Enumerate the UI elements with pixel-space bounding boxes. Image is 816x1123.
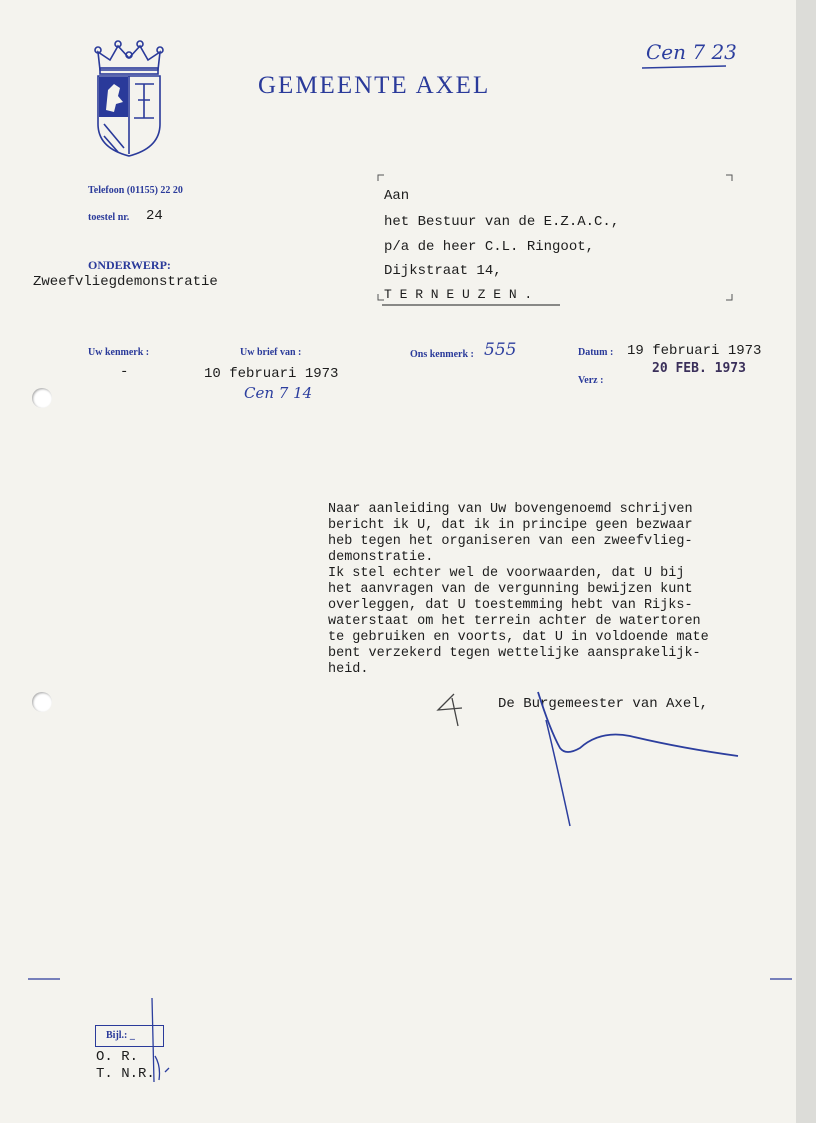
archive-mark-handwritten: Cen 7 23 xyxy=(646,40,737,64)
toestel-label: toestel nr. xyxy=(88,212,130,223)
datum-label: Datum : xyxy=(578,347,614,358)
body-line-7: overleggen, dat U toestemming hebt van Rijks- xyxy=(328,598,693,613)
punch-hole-bottom xyxy=(32,692,52,712)
address-corner-br xyxy=(726,294,733,301)
verz-date-stamp: 20 FEB. 1973 xyxy=(652,361,746,376)
recipient-line-3: p/a de heer C.L. Ringoot, xyxy=(384,239,595,255)
verz-label: Verz : xyxy=(578,375,604,386)
body-line-9: te gebruiken en voorts, dat U in voldoende mate xyxy=(328,630,709,645)
body-line-11: heid. xyxy=(328,662,369,677)
ons-kenmerk-label: Ons kenmerk : xyxy=(410,349,474,360)
recipient-line-2: het Bestuur van de E.Z.A.C., xyxy=(384,214,620,230)
bijl-label: Bijl.: _ xyxy=(106,1030,135,1041)
burgemeester-signature xyxy=(530,690,750,830)
body-line-8: waterstaat om het terrein achter de watertoren xyxy=(328,614,701,629)
recipient-line-4: Dijkstraat 14, xyxy=(384,263,502,279)
body-line-4: demonstratie. xyxy=(328,550,434,565)
fold-mark-right xyxy=(770,977,794,981)
punch-hole-top xyxy=(32,388,52,408)
body-line-5: Ik stel echter wel de voorwaarden, dat U bij xyxy=(328,566,685,581)
address-corner-bl xyxy=(377,294,384,301)
ons-kenmerk-handwritten: 555 xyxy=(484,340,517,360)
onderwerp-value: Zweefvliegdemonstratie xyxy=(33,274,218,290)
municipality-title: GEMEENTE AXEL xyxy=(258,72,491,99)
cc-line-2: T. N.R. xyxy=(96,1066,155,1082)
recipient-city-underline xyxy=(382,303,562,307)
toestel-value: 24 xyxy=(146,208,163,224)
uw-brief-label: Uw brief van : xyxy=(240,347,302,358)
body-line-6: het aanvragen van de vergunning bewijzen kunt xyxy=(328,582,693,597)
datum-value: 19 februari 1973 xyxy=(627,343,762,359)
fold-mark-left xyxy=(28,977,62,981)
recipient-line-1: Aan xyxy=(384,188,410,204)
archive-mark-underline xyxy=(640,64,730,72)
body-line-10: bent verzekerd tegen wettelijke aansprakelijk- xyxy=(328,646,701,661)
uw-brief-handwritten-note: Cen 7 14 xyxy=(244,384,313,402)
body-line-3: heb tegen het organiseren van een zweefvlieg- xyxy=(328,534,693,549)
uw-brief-value: 10 februari 1973 xyxy=(204,366,339,382)
scan-edge xyxy=(796,0,816,1123)
telefoon-label: Telefoon (01155) 22 20 xyxy=(88,185,183,196)
uw-kenmerk-value: - xyxy=(120,364,129,380)
body-line-2: bericht ik U, dat ik in principe geen bezwaar xyxy=(328,518,693,533)
address-corner-tl xyxy=(377,174,384,181)
address-corner-tr xyxy=(726,174,733,181)
body-line-1: Naar aanleiding van Uw bovengenoemd schrijven xyxy=(328,502,693,517)
cc-line-1: O. R. xyxy=(96,1049,139,1065)
uw-kenmerk-label: Uw kenmerk : xyxy=(88,347,150,358)
closing-line: De Burgemeester van Axel, xyxy=(498,696,709,712)
handwritten-initial-mark xyxy=(432,690,468,730)
coat-of-arms-logo xyxy=(90,40,168,162)
onderwerp-label: ONDERWERP: xyxy=(88,258,171,272)
recipient-city: T E R N E U Z E N . xyxy=(384,287,533,302)
